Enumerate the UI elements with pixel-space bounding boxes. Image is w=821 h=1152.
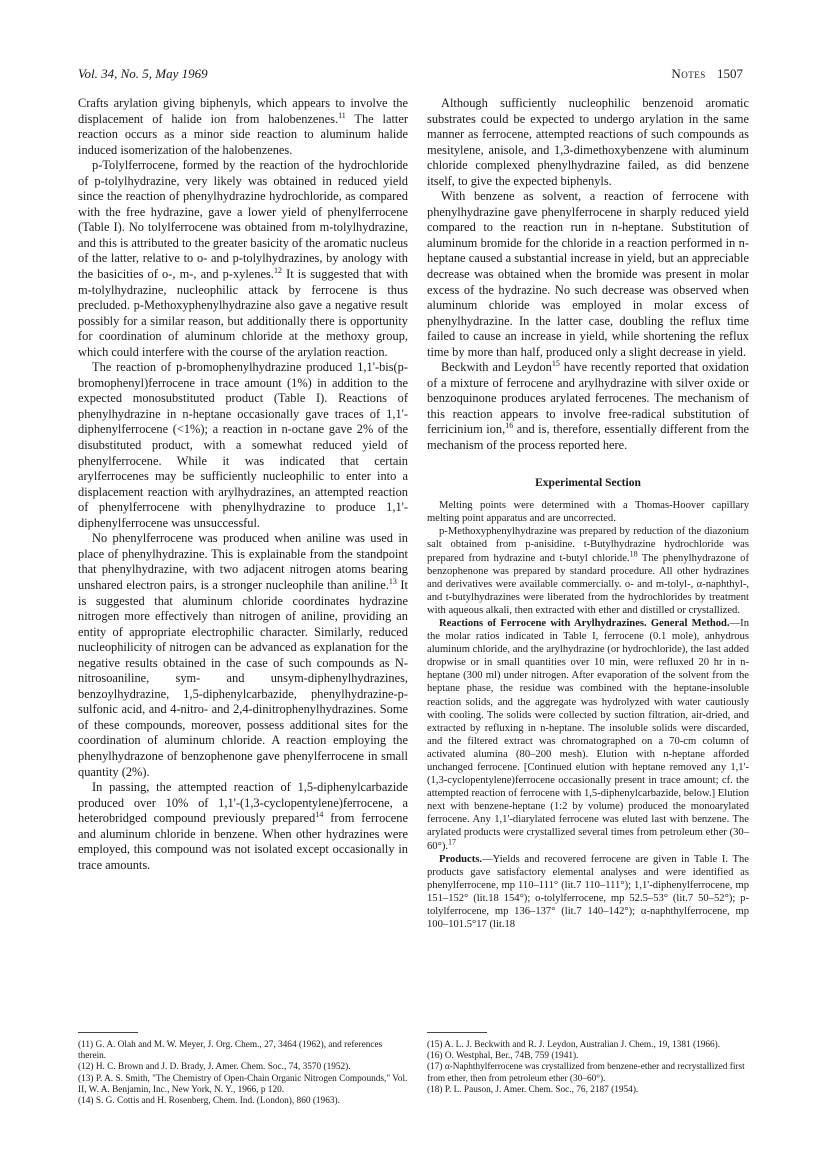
footnote-ref: 13 xyxy=(388,576,397,586)
footnote-ref: 18 xyxy=(629,548,638,558)
paragraph: Melting points were determined with a Thomas-Hoover capillary melting point apparatus and are uncorrected. xyxy=(427,500,749,525)
text-run: from ferrocene and aluminum chloride in benzene. When other hydrazines were employed, this compound was not isolated except occasionally in trace amounts. xyxy=(78,811,408,872)
text-run: —Yields and recovered ferrocene are given in Table I. The products gave satisfactory elemental analyses and were identified as phenylferrocene, mp 110–111° (lit.7 110–111°); 1,1'-diphenylferrocene, mp 151–152° (lit.18 154°); o-tolylferrocene, mp 52.5–53° (lit.7 50–52°); p-tolylferrocene, mp 136–137° (lit.7 140–142°); α-naphthylferrocene, mp 100–101.5°17 (lit.18 xyxy=(427,853,749,931)
text-run: It is suggested that aluminum chloride coordinates hydrazine nitrogen more effectively than nitrogen of aniline, providing an entity of appropriate electrophilic character. Similarly, reduced nucleophilicity of nitrogen can be advanced as explanation for the negative results obtained in the case of such compounds as N-nitrosoaniline, sym- and unsym-diphenylhydrazines, benzoylhydrazine, 1,5-diphenylcarbazide, phenylhydrazine-p-sulfonic acid, and 4-nitro- and 2,4-dinitrophenylhydrazines. Some of these compounds, moreover, possess additional sites for the coordination of aluminum chloride. A reaction employing the phenylhydrazone of benzophenone gave phenylferrocene in small quantity (2%). xyxy=(78,577,408,779)
paragraph: Although sufficiently nucleophilic benzenoid aromatic substrates could be expected to undergo arylation in the same manner as ferrocene, attempted reactions of such compounds as mesitylene, anisole, and 1,3-dimethoxybenzene with aluminum chloride complexed phenylhydrazine failed, as did benzene itself, to give the expected biphenyls. xyxy=(427,96,749,188)
footnote: (13) P. A. S. Smith, "The Chemistry of Open-Chain Organic Nitrogen Compounds," Vol. II, W. A. Benjamin, Inc., New York, N. Y., 1966, p 120. xyxy=(78,1073,408,1095)
text-run: have recently reported that oxidation of a mixture of ferrocene and arylhydrazine with silver oxide or benzoquinone produces arylated ferrocenes. The mechanism of this reaction appears to involve free-radical substitution of ferricinium ion, xyxy=(427,360,749,437)
section-name: Notes xyxy=(671,66,706,81)
footnote: (16) O. Westphal, Ber., 74B, 759 (1941). xyxy=(427,1051,579,1062)
footnote-ref: 14 xyxy=(315,810,324,820)
paragraph xyxy=(78,531,408,780)
text-run: and is, therefore, essentially different from the mechanism of the process reported here. xyxy=(427,422,750,453)
section-heading: Experimental Section xyxy=(535,476,641,489)
paragraph xyxy=(78,780,408,873)
text-run: Beckwith and Leydon xyxy=(441,360,552,375)
footnote-ref: 17 xyxy=(448,837,457,847)
footnote-ref: 16 xyxy=(505,421,514,431)
right-column xyxy=(427,96,749,931)
footnotes-left xyxy=(78,1040,408,1107)
page-header-right xyxy=(671,66,743,82)
footnote-divider xyxy=(427,1032,487,1033)
footnote: (11) G. A. Olah and M. W. Meyer, J. Org. Chem., 27, 3464 (1962), and references therein. xyxy=(78,1040,383,1062)
paragraph xyxy=(78,158,408,360)
footnote: (15) A. L. J. Beckwith and R. J. Leydon, Australian J. Chem., 19, 1381 (1966). xyxy=(427,1040,721,1050)
footnote: (12) H. C. Brown and J. D. Brady, J. Amer. Chem. Soc., 74, 3570 (1952). xyxy=(78,1062,351,1073)
paragraph: The reaction of p-bromophenylhydrazine produced 1,1'-bis(p-bromophenyl)ferrocene in trace amount (1%) in addition to the expected monosubstituted product (Table I). Reactions of phenylhydrazine in n-heptane occasionally gave traces of 1,1'-diphenylferrocene (<1%); a reaction in n-octane gave 2% of the disubstituted product, with a somewhat reduced yield of phenylferrocene. While it was indicated that certain arylferrocenes may be sufficiently nucleophilic to enter into a displacement reaction with arylhydrazines, an attempted reaction of phenylferrocene with phenylhydrazine to produce 1,1'-diphenylferrocene was unsuccessful. xyxy=(78,360,408,530)
paragraph xyxy=(427,853,749,932)
paragraph xyxy=(427,360,749,453)
text-run: The phenylhydrazone of benzophenone was prepared by standard procedure. All other hydrazines and derivatives were available commercially. o- and m-tolyl-, α-naphthyl-, and t-butylhydrazines were liberated from the hydrochlorides by treatment with aqueous alkali, then extracted with ether and distilled or crystallized. xyxy=(427,552,749,616)
text-run: In passing, the attempted reaction of 1,5-diphenylcarbazide produced over 10% of 1,1'-(1,3-cyclopentylene)ferrocene, a heterobridged compound previously prepared xyxy=(78,780,408,826)
left-column xyxy=(78,96,408,873)
footnote: (17) α-Naphthylferrocene was crystallized from benzene-ether and recrystallized first from ether, then from petroleum ether (30–60°). xyxy=(427,1062,745,1084)
paragraph xyxy=(427,617,749,853)
footnote: (18) P. L. Pauson, J. Amer. Chem. Soc., 76, 2187 (1954). xyxy=(427,1084,639,1095)
footnotes-right xyxy=(427,1040,749,1096)
text-run: It is suggested that with m-tolylhydrazine, nucleophilic attack by ferrocene is thus precluded. p-Methoxyphenylhydrazine also gave a negative result possibly for a similar reason, but additionally there is opportunity for coordination of aluminum chloride at the methoxy group, which could interfere with the course of the arylation reaction. xyxy=(78,267,409,359)
footnote: (14) S. G. Cottis and H. Rosenberg, Chem. Ind. (London), 860 (1963). xyxy=(78,1096,340,1107)
paragraph xyxy=(427,525,749,617)
footnote-ref: 12 xyxy=(273,265,282,275)
footnote-ref: 15 xyxy=(551,359,560,369)
text-run: The latter reaction occurs as a minor side reaction to aluminum halide induced isomerization of the halobenzenes. xyxy=(78,111,408,157)
text-run: p-Tolylferrocene, formed by the reaction of the hydrochloride of p-tolylhydrazine, very likely was obtained in reduced yield since the reaction of phenylhydrazine hydrochloride, as compared with the free hydrazine, gave a lower yield of phenylferrocene (Table I). No tolylferrocene was obtained from m-tolylhydrazine, and this is attributed to the greater basicity of the aromatic nucleus of the latter, relative to o- and p-tolylhydrazines, by anology with the basicities of o-, m-, and p-xylenes. xyxy=(78,158,408,282)
paragraph xyxy=(78,96,408,158)
page-number: 1507 xyxy=(717,66,743,81)
experimental-section xyxy=(427,499,749,931)
text-run: No phenylferrocene was produced when aniline was used in place of phenylhydrazine. This is explainable from the standpoint that phenylhydrazine, with two adjacent nitrogen atoms bearing unshared electron pairs, is a stronger nucleophile than aniline. xyxy=(78,531,408,592)
text-run: —In the molar ratios indicated in Table I, ferrocene (0.1 mole), anhydrous aluminum chloride, and the arylhydrazine (or hydrochloride), the last added dropwise or in small quantities over 10 min, were refluxed 20 hr in n-heptane (300 ml) under nitrogen. After evaporation of the solvent from the heptane phase, the residue was combined with the heptane-insoluble reaction solids, and the aggregate was hydrolyzed with water cautiously with cooling. The solids were collected by suction filtration, air-dried, and extracted by refluxing in n-heptane. The insoluble solids were discarded, and the filtered extract was chromatographed on a 70-cm column of activated alumina (80–200 mesh). Elution with n-heptane afforded unchanged ferrocene. [Continued elution with heptane removed any 1,1'-(1,3-cyclopentylene)ferrocene occasionally present in trace amount; cf. the attempted reaction of ferrocene with 1,5-diphenylcarbazide, below.] Elution next with benzene-heptane (1:2 by volume) produced the monoarylated ferrocene. Any 1,1'-diarylated ferrocene was eluted last with benzene. The arylated products were crystallized several times from petroleum ether (30–60°). xyxy=(427,617,749,852)
running-header xyxy=(78,66,743,86)
run-in-heading: Reactions of Ferrocene with Arylhydrazines. General Method. xyxy=(439,617,730,629)
paragraph: With benzene as solvent, a reaction of ferrocene with phenylhydrazine gave phenylferrocene in sharply reduced yield compared to the reaction run in n-heptane. Substitution of aluminum bromide for the chloride in a reaction performed in n-heptane caused a substantial increase in yield, but an appreciable decrease was obtained when the bromide was present in molar excess of the hydrazine. No such decrease was observed when aluminum chloride was employed in molar excess of phenylhydrazine. In the latter case, doubling the reflux time failed to cause an increase in yield, while shortening the reflux time by more than half, produced only a slight decrease in yield. xyxy=(427,189,749,359)
journal-citation: Vol. 34, No. 5, May 1969 xyxy=(78,66,208,81)
run-in-heading: Products. xyxy=(439,853,483,865)
footnote-ref: 11 xyxy=(338,110,346,120)
footnote-divider xyxy=(78,1032,138,1033)
text-run: p-Methoxyphenylhydrazine was prepared by reduction of the diazonium salt obtained from p-anisidine. t-Butylhydrazine hydrochloride was prepared from hydrazine and t-butyl chloride. xyxy=(427,526,749,564)
text-run: Crafts arylation giving biphenyls, which appears to involve the displacement of halide ion from halobenzenes. xyxy=(78,96,408,126)
